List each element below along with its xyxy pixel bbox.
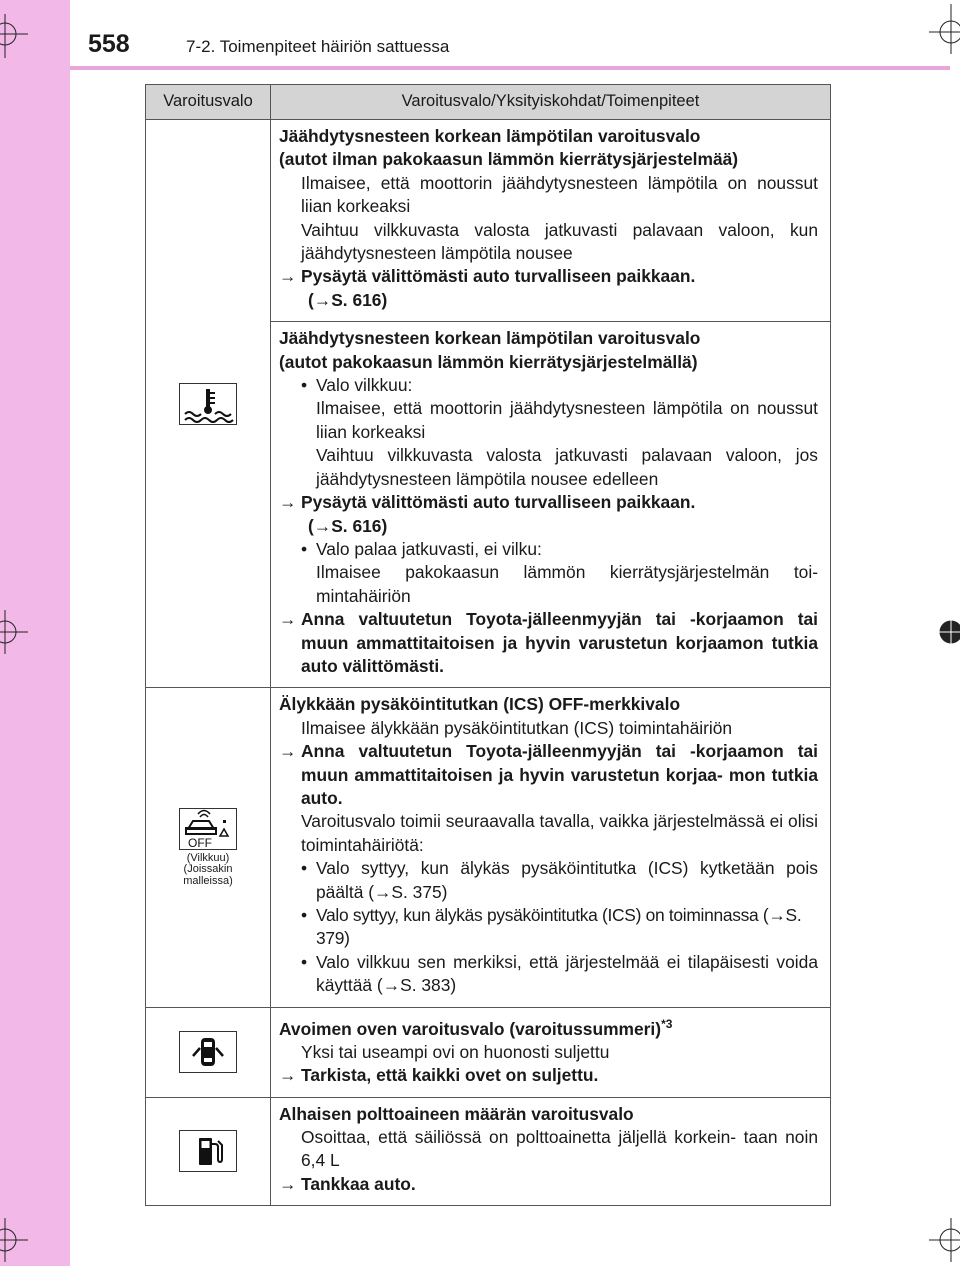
icon-cell-coolant bbox=[146, 120, 271, 688]
row-reference: (→S. 616) bbox=[308, 289, 388, 310]
header-rule bbox=[70, 66, 950, 70]
crop-mark-bottom-right-icon bbox=[925, 1218, 960, 1262]
row-desc: Vaihtuu vilkkuvasta valosta jatkuvasti palavaan valoon, kun jäähdytysnesteen lämpötila nousee bbox=[301, 219, 818, 264]
row-title: Jäähdytysnesteen korkean lämpötilan varoitusvalo bbox=[279, 328, 701, 349]
action-text: Pysäytä välittömästi auto turvalliseen paikkaan. bbox=[301, 266, 696, 287]
bullet-item: • Valo palaa jatkuvasti, ei vilku: bbox=[301, 538, 542, 559]
icon-cell-door bbox=[146, 1007, 271, 1097]
arrow-icon: → bbox=[279, 741, 297, 762]
bullet-item: • Valo syttyy, kun älykäs pysäköintitutka (ICS) kytketään pois päältä (→S. 375) bbox=[301, 858, 818, 902]
table-row bbox=[146, 1097, 831, 1206]
row-ics-off bbox=[271, 688, 831, 1007]
crop-mark-mid-left-icon bbox=[0, 610, 30, 654]
action-text: Pysäytä välittömästi auto turvalliseen paikkaan. bbox=[301, 492, 696, 513]
row-reference: (→S. 616) bbox=[308, 515, 388, 536]
arrow-icon: → bbox=[279, 1065, 297, 1086]
coolant-temperature-icon bbox=[179, 383, 237, 425]
row-title-sub: (autot pakokaasun lämmön kierrätysjärjestelmällä) bbox=[279, 351, 698, 372]
row-desc: Varoitusvalo toimii seuraavalla tavalla, vaikka järjestelmässä ei olisi toimintahäiriötä: bbox=[301, 811, 818, 855]
row-desc: Ilmaisee pakokaasun lämmön kierrätysjärjestelmän toi- mintahäiriön bbox=[316, 562, 818, 606]
row-desc: Yksi tai useampi ovi on huonosti suljettu bbox=[301, 1041, 610, 1062]
arrow-icon: → bbox=[279, 1173, 297, 1194]
table-header-row bbox=[146, 85, 831, 120]
row-desc: Ilmaisee älykkään pysäköintitutkan (ICS) toimintahäiriön bbox=[301, 717, 733, 738]
row-desc: Vaihtuu vilkkuvasta valosta jatkuvasti palavaan valoon, jos jäähdytysnesteen lämpötila nousee edelleen bbox=[316, 445, 818, 489]
crop-mark-top-right-icon bbox=[925, 4, 960, 54]
row-desc: Osoittaa, että säiliössä on polttoainetta jäljellä korkein- taan noin 6,4 L bbox=[301, 1127, 818, 1171]
bullet-item: • Valo vilkkuu: bbox=[301, 375, 413, 396]
column-header-details: Varoitusvalo/Yksityiskohdat/Toimenpiteet bbox=[271, 85, 831, 120]
blink-note: (Vilkkuu) (Joissakin malleissa) bbox=[183, 851, 233, 887]
row-action bbox=[279, 265, 818, 288]
warning-light-table bbox=[145, 84, 831, 1206]
row-open-door bbox=[271, 1007, 831, 1097]
footnote-mark: *3 bbox=[661, 1016, 673, 1031]
arrow-icon: → bbox=[279, 492, 297, 513]
open-door-icon bbox=[179, 1031, 237, 1073]
row-action bbox=[279, 608, 818, 678]
table-row bbox=[146, 120, 831, 322]
action-text: Anna valtuutetun Toyota-jälleenmyyjän tai -korjaamon tai muun ammattitaitoisen ja hyvin varustetun korjaa- mon tutkia auto. bbox=[301, 741, 818, 808]
ics-off-label: OFF bbox=[188, 835, 212, 849]
row-title-sub: (autot ilman pakokaasun lämmön kierrätysjärjestelmää) bbox=[279, 149, 739, 170]
row-title: Jäähdytysnesteen korkean lämpötilan varoitusvalo bbox=[279, 126, 701, 146]
arrow-icon: → bbox=[279, 266, 297, 287]
page-number: 558 bbox=[88, 30, 130, 58]
row-coolant-egr bbox=[271, 322, 831, 688]
row-action bbox=[279, 740, 818, 810]
crop-mark-mid-right-icon bbox=[925, 610, 960, 654]
crop-mark-bottom-left-icon bbox=[0, 1218, 30, 1262]
fuel-pump-icon bbox=[179, 1130, 237, 1172]
row-title: Älykkään pysäköintitutkan (ICS) OFF-merkkivalo bbox=[279, 694, 681, 715]
ics-off-icon bbox=[179, 808, 237, 850]
section-title: 7-2. Toimenpiteet häiriön sattuessa bbox=[186, 37, 450, 56]
arrow-icon: → bbox=[279, 609, 297, 630]
column-header-warning-light: Varoitusvalo bbox=[146, 85, 271, 120]
icon-cell-fuel bbox=[146, 1097, 271, 1206]
icon-cell-ics bbox=[146, 688, 271, 1007]
action-text: Tarkista, että kaikki ovet on suljettu. bbox=[301, 1065, 599, 1086]
table-row bbox=[146, 688, 831, 1007]
arrow-icon: → bbox=[313, 515, 332, 536]
action-text: Tankkaa auto. bbox=[301, 1173, 416, 1194]
arrow-icon: → bbox=[374, 881, 392, 902]
arrow-icon: → bbox=[768, 905, 786, 925]
table-row bbox=[146, 1007, 831, 1097]
row-title: Avoimen oven varoitusvalo (varoitussummeri)$^{*3}$ bbox=[279, 1016, 673, 1039]
row-coolant-no-egr bbox=[271, 120, 831, 322]
bullet-item: • Valo syttyy, kun älykäs pysäköintitutka (ICS) on toiminnassa (→S. 379) bbox=[301, 905, 802, 949]
crop-mark-top-left-icon bbox=[0, 14, 30, 58]
row-action bbox=[279, 491, 818, 514]
arrow-icon: → bbox=[313, 289, 332, 310]
row-desc: Ilmaisee, että moottorin jäähdytysnesteen lämpötila on noussut liian korkeaksi bbox=[301, 172, 818, 217]
row-action bbox=[279, 1064, 818, 1087]
row-action bbox=[279, 1173, 818, 1196]
row-low-fuel bbox=[271, 1097, 831, 1206]
row-title: Alhaisen polttoaineen määrän varoitusvalo bbox=[279, 1103, 634, 1124]
row-desc: Ilmaisee, että moottorin jäähdytysnesteen lämpötila on noussut liian korkeaksi bbox=[316, 398, 818, 442]
bullet-item: • Valo vilkkuu sen merkiksi, että järjestelmää ei tilapäisesti voida käyttää (→S. 383) bbox=[301, 951, 818, 996]
action-text: Anna valtuutetun Toyota-jälleenmyyjän tai -korjaamon tai muun ammattitaitoisen ja hyvin varustetun korjaamon tutkia auto välittömästi. bbox=[301, 609, 818, 676]
arrow-icon: → bbox=[382, 975, 401, 996]
